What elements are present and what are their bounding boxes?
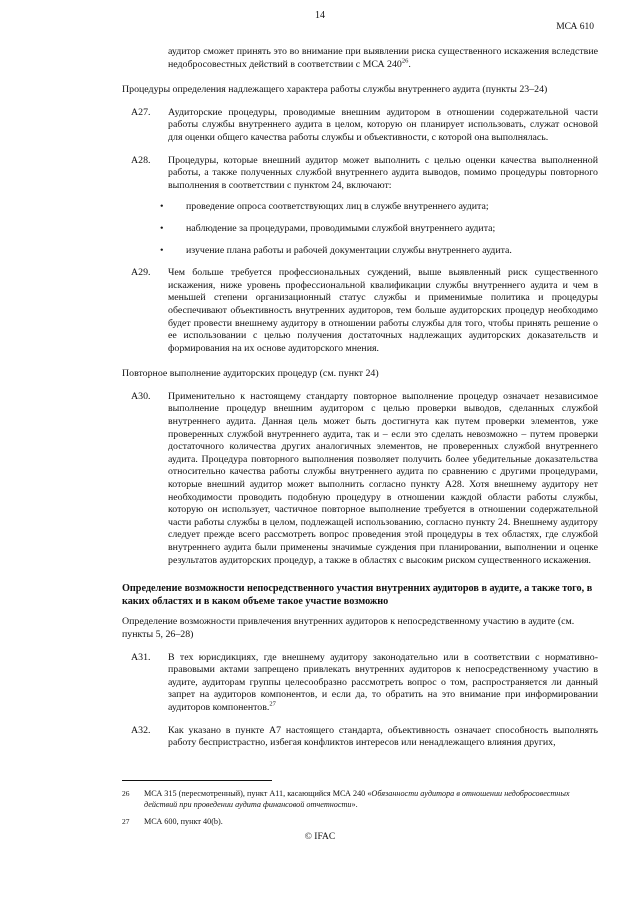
paragraph-text: Как указано в пункте A7 настоящего стандарта, объективность означает способность выполнять работу беспристрастно, избегая конфликтов интересов или ненадлежащего влияния других, [168, 724, 598, 749]
bullet-icon: • [160, 244, 164, 256]
paragraph-a29 [122, 267, 598, 355]
paragraph-label: A29. [131, 267, 151, 279]
bullet-icon: • [160, 222, 164, 234]
standard-code: МСА 610 [556, 22, 594, 32]
paragraph-label: A30. [131, 390, 151, 402]
footnote-ref-27[interactable]: 27 [269, 700, 276, 708]
footnote-ref-26[interactable]: 26 [401, 57, 409, 65]
footnote-26: 26 МСА 315 (пересмотренный), пункт A11, касающийся МСА 240 «Обязанности аудитора в отношении недобросовестных действий при проведении аудита финансовой отчетности». [122, 789, 570, 809]
paragraph-label: A27. [131, 106, 151, 118]
footnote-divider [122, 780, 272, 781]
section-heading: Определение возможности непосредственного участия внутренних аудиторов в аудите, а также того, в каких областях и в каком объеме такое участие возможно [122, 583, 593, 607]
page-number: 14 [315, 10, 325, 21]
paragraph-a28 [122, 155, 598, 193]
bullet-item: • наблюдение за процедурами, проводимыми службой внутреннего аудита; [160, 222, 496, 234]
document-body [122, 46, 598, 750]
bullet-item: • изучение плана работы и рабочей документации службы внутреннего аудита. [160, 244, 512, 256]
subheading-reperformance: Повторное выполнение аудиторских процедур (см. пункт 24) [122, 368, 379, 380]
paragraph-text: Аудиторские процедуры, проводимые внешним аудитором в отношении содержательной части работы службы внутреннего аудита в целом, которую он планирует использовать, служат основой для оценки общего качества работы службы и объективности, с которой она выполнялась. [168, 106, 598, 143]
intro-paragraph: аудитор сможет принять это во внимание при выявлении риска существенного искажения вследствие недобросовестных действий в соответствии с МСА $240^{26}$. [168, 46, 598, 70]
footnote-label: 26 [122, 789, 130, 798]
copyright-footer: © IFAC [304, 832, 336, 842]
footnotes [122, 780, 598, 833]
bullet-icon: • [160, 201, 164, 213]
paragraph-a27 [122, 107, 598, 145]
paragraph-label: A31. [131, 651, 151, 663]
paragraph-label: A28. [131, 154, 151, 166]
subheading-procedures: Процедуры определения надлежащего характера работы службы внутреннего аудита (пункты 23–24) [122, 84, 548, 96]
paragraph-text: Чем больше требуется профессиональных суждений, выше выявленный риск существенного искажения, ниже уровень профессиональной квалификации службы внутреннего аудита и чем в меньшей степени организационный статус службы и применимые политика и процедуры обеспечивают объективность внутренних аудиторов, тем больше аудиторских процедур необходимо будет провести внешнему аудитору в отношении работы службы для того, чтобы принять решение о ее использовании с целью получения достаточных надлежащих аудиторских доказательств и формирования на их основе аудиторского мнения. [168, 267, 598, 354]
paragraph-a31 [122, 652, 598, 715]
paragraph-text: В тех юрисдикциях, где внешнему аудитору законодательно или в соответствии с нормативно-правовыми актами запрещено привлекать внутренних аудиторов к непосредственному участию в аудите, аудиторам группы целесообразно рассмотреть вопрос о том, распространяется ли данный запрет на аудиторов компонентов, и если да, то обратить на это внимание при информировании аудиторов компонентов. [168, 651, 598, 713]
paragraph-label: A32. [131, 724, 151, 736]
subheading-direct-assistance: Определение возможности привлечения внутренних аудиторов к непосредственному участию в аудите (см. пункты 5, 26–28) [122, 616, 575, 640]
paragraph-text: Процедуры, которые внешний аудитор может выполнить с целью оценки качества выполненной работы, а также полученных службой внутреннего аудита выводов, помимо процедуры повторного выполнения в соответствии с пунктом 24, включают: [168, 154, 598, 191]
paragraph-a32 [122, 725, 598, 750]
paragraph-text: Применительно к настоящему стандарту повторное выполнение процедур означает независимое выполнение процедур внешним аудитором с целью проверки выводов, сделанных службой внутреннего аудита. Данная цель может быть достигнута как путем проверки элементов, уже проверенных службой внутреннего аудита, так и – если это сделать невозможно – путем проверки достаточного количества других аналогичных элементов, не проверенных службой внутреннего аудита. Процедура повторного выполнения позволяет получить более убедительные доказательства относительно качества работы службы внутреннего аудита по сравнению с другими процедурами, которые внешний аудитор может выполнить согласно пункту A28. Хотя внешнему аудитору нет необходимости проводить подобную процедуру в отношении каждой области работы службы, которую он использует, частичное повторное выполнение требуется в отношении содержательной части работы службы в целом, подлежащей использованию, согласно пункту 24. Внешнему аудитору следует прежде всего рассмотреть вопрос проведения этой процедуры в тех областях, где службой внутреннего аудита были применены значимые суждения при планировании, выполнении и оценке результатов аудиторских процедур, а также в областях с высоким риском существенного искажения. [168, 390, 598, 566]
footnote-label: 27 [122, 817, 130, 826]
paragraph-a30 [122, 391, 598, 567]
bullet-item: • проведение опроса соответствующих лиц в службе внутреннего аудита; [160, 201, 489, 213]
footnote-27: 27 МСА 600, пункт 40(b). [122, 817, 223, 826]
